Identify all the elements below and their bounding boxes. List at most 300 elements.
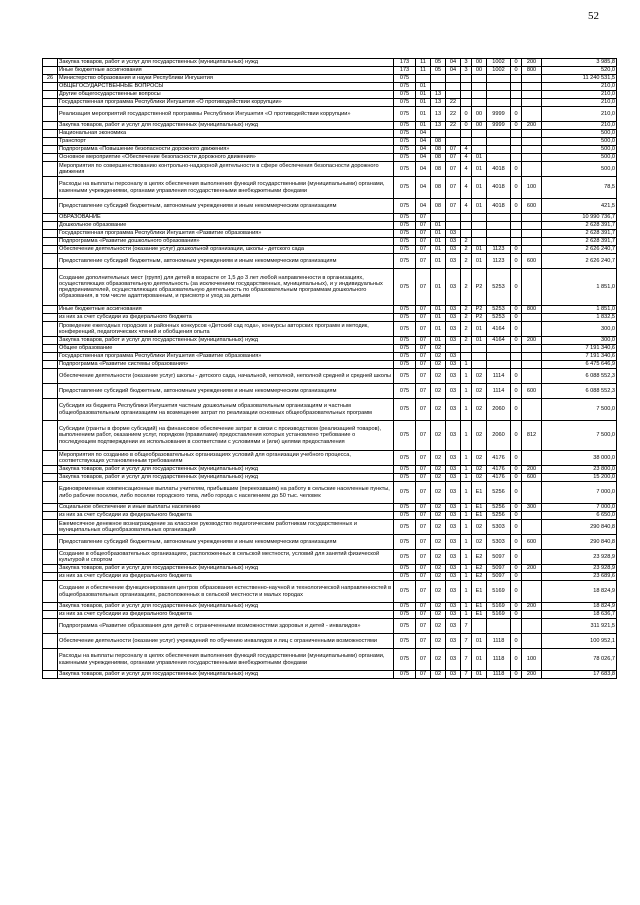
code-cell: 075 — [394, 83, 416, 91]
code-cell: 03 — [446, 634, 461, 649]
amount-cell: 2 628 391,7 — [542, 222, 617, 230]
amount-cell: 210,0 — [542, 91, 617, 99]
item-name-cell: Подпрограмма «Развитие образования для детей с ограниченными возможностями здоровья и детей - инвалидов» — [58, 619, 394, 634]
item-name-cell: Социальное обеспечение и иные выплаты населению — [58, 504, 394, 512]
code-cell: 1 — [461, 603, 472, 611]
code-cell: 075 — [394, 107, 416, 122]
code-cell: 07 — [416, 384, 431, 399]
table-row — [43, 603, 617, 611]
code-cell: 04 — [416, 146, 431, 154]
code-cell — [431, 83, 446, 91]
table-row — [43, 230, 617, 238]
code-cell: 075 — [394, 146, 416, 154]
code-cell — [446, 214, 461, 222]
code-cell: 5097 — [487, 573, 511, 581]
code-cell: 0 — [511, 421, 522, 451]
code-cell: 04 — [416, 199, 431, 214]
code-cell: 5097 — [487, 565, 511, 573]
item-name-cell: Создание дополнительных мест (групп) для детей в возрасте от 1,5 до 3 лет любой направленности в организациях, осуществляющих образовательную деятельность (за исключением государственных, муниципальных), и у индивидуальных предпринимателей, осуществляющих образовательную деятельность по образовательным программам дошкольного образования, в том числе адаптированным, и присмотр и уход за детьми — [58, 269, 394, 306]
code-cell — [446, 130, 461, 138]
amount-cell: 7 191 340,6 — [542, 345, 617, 353]
code-cell: 02 — [431, 384, 446, 399]
code-cell: 00 — [472, 107, 487, 122]
item-name-cell: Проведение ежегодных городских и районных конкурсов «Детский сад года», конкурсы авторских программ и методик, конференций, педагогических чтений и обобщения опыта — [58, 322, 394, 337]
row-number-cell — [43, 619, 58, 634]
item-name-cell: Закупка товаров, работ и услуг для государственных (муниципальных) нужд — [58, 474, 394, 482]
code-cell: 1 — [461, 466, 472, 474]
code-cell: 2 — [461, 306, 472, 314]
code-cell — [511, 353, 522, 361]
code-cell: 03 — [446, 384, 461, 399]
code-cell: 2 — [461, 254, 472, 269]
code-cell — [522, 573, 542, 581]
code-cell — [522, 353, 542, 361]
code-cell: 03 — [446, 238, 461, 246]
code-cell: 07 — [416, 603, 431, 611]
code-cell: 5303 — [487, 520, 511, 535]
code-cell: 1 — [461, 482, 472, 504]
amount-cell: 210,0 — [542, 99, 617, 107]
code-cell: 07 — [416, 482, 431, 504]
code-cell: 200 — [522, 671, 542, 679]
amount-cell: 2 628 391,7 — [542, 230, 617, 238]
row-number-cell — [43, 83, 58, 91]
code-cell: 02 — [431, 671, 446, 679]
code-cell — [511, 146, 522, 154]
code-cell: 03 — [446, 671, 461, 679]
code-cell: 02 — [431, 581, 446, 603]
code-cell — [511, 138, 522, 146]
row-number-cell — [43, 314, 58, 322]
code-cell: 01 — [472, 154, 487, 162]
code-cell — [472, 222, 487, 230]
row-number-cell — [43, 565, 58, 573]
code-cell — [487, 138, 511, 146]
code-cell — [522, 550, 542, 565]
code-cell: 0 — [511, 162, 522, 177]
code-cell: 04 — [446, 67, 461, 75]
code-cell: 1 — [461, 611, 472, 619]
code-cell — [522, 369, 542, 384]
code-cell — [511, 230, 522, 238]
budget-table — [42, 58, 617, 679]
code-cell: 0 — [511, 603, 522, 611]
code-cell: 07 — [416, 504, 431, 512]
code-cell — [487, 238, 511, 246]
code-cell — [487, 619, 511, 634]
code-cell: 5256 — [487, 482, 511, 504]
code-cell: 01 — [431, 269, 446, 306]
code-cell: 9999 — [487, 122, 511, 130]
code-cell — [522, 83, 542, 91]
code-cell: 07 — [416, 214, 431, 222]
code-cell: P2 — [472, 306, 487, 314]
code-cell — [522, 581, 542, 603]
code-cell: 0 — [511, 59, 522, 67]
code-cell: 3 — [461, 59, 472, 67]
item-name-cell: Мероприятия по совершенствованию контрольно-надзорной деятельности в сфере обеспечения безопасности дорожного движения — [58, 162, 394, 177]
code-cell: 1 — [461, 361, 472, 369]
code-cell: 07 — [416, 399, 431, 421]
code-cell: 07 — [416, 337, 431, 345]
code-cell: 7 — [461, 649, 472, 671]
code-cell: 01 — [416, 83, 431, 91]
code-cell: 075 — [394, 75, 416, 83]
code-cell: 075 — [394, 238, 416, 246]
code-cell: 01 — [431, 306, 446, 314]
code-cell — [522, 520, 542, 535]
code-cell: 0 — [511, 573, 522, 581]
code-cell — [511, 361, 522, 369]
code-cell: 02 — [431, 451, 446, 466]
code-cell: 02 — [472, 535, 487, 550]
row-number-cell — [43, 649, 58, 671]
code-cell — [522, 154, 542, 162]
code-cell: 075 — [394, 177, 416, 199]
code-cell — [511, 345, 522, 353]
code-cell: E2 — [472, 565, 487, 573]
table-row — [43, 75, 617, 83]
row-number-cell — [43, 550, 58, 565]
table-row — [43, 67, 617, 75]
amount-cell: 2 628 391,7 — [542, 238, 617, 246]
code-cell: 1 — [461, 573, 472, 581]
code-cell — [522, 634, 542, 649]
amount-cell: 6 475 646,9 — [542, 361, 617, 369]
code-cell: 07 — [416, 520, 431, 535]
code-cell: 01 — [416, 99, 431, 107]
table-row — [43, 199, 617, 214]
code-cell: 03 — [446, 451, 461, 466]
code-cell: 075 — [394, 306, 416, 314]
code-cell: 2 — [461, 246, 472, 254]
item-name-cell: из них за счет субсидии из федерального бюджета — [58, 573, 394, 581]
item-name-cell: Закупка товаров, работ и услуг для государственных (муниципальных) нужд — [58, 122, 394, 130]
amount-cell: 1 851,0 — [542, 306, 617, 314]
code-cell: 02 — [431, 619, 446, 634]
code-cell: 01 — [472, 177, 487, 199]
code-cell: 1 — [461, 451, 472, 466]
code-cell: 200 — [522, 466, 542, 474]
code-cell: 01 — [472, 199, 487, 214]
item-name-cell: Субсидии (гранты в форме субсидий) на финансовое обеспечение затрат в связи с производством (реализацией товаров), выполнением работ, оказанием услуг, порядком (правилами) предоставления которых установлено требование о последующем подтверждении их использования в соответствии с условиями и (или) целями предоставления — [58, 421, 394, 451]
code-cell: 03 — [446, 353, 461, 361]
code-cell — [522, 107, 542, 122]
code-cell: 0 — [511, 466, 522, 474]
code-cell: 01 — [472, 337, 487, 345]
code-cell — [472, 619, 487, 634]
code-cell: 4164 — [487, 322, 511, 337]
table-row — [43, 634, 617, 649]
code-cell — [487, 83, 511, 91]
code-cell: 075 — [394, 603, 416, 611]
code-cell — [472, 138, 487, 146]
code-cell — [472, 353, 487, 361]
item-name-cell: Закупка товаров, работ и услуг для государственных (муниципальных) нужд — [58, 466, 394, 474]
amount-cell: 300,0 — [542, 322, 617, 337]
code-cell: 075 — [394, 581, 416, 603]
code-cell: 075 — [394, 254, 416, 269]
code-cell: 100 — [522, 177, 542, 199]
table-row — [43, 314, 617, 322]
code-cell: 03 — [446, 399, 461, 421]
code-cell — [522, 619, 542, 634]
code-cell: 100 — [522, 649, 542, 671]
budget-table-body — [43, 59, 617, 679]
item-name-cell: ОБЩЕГОСУДАРСТВЕННЫЕ ВОПРОСЫ — [58, 83, 394, 91]
code-cell: 1002 — [487, 59, 511, 67]
code-cell: 02 — [472, 520, 487, 535]
code-cell: 00 — [472, 122, 487, 130]
item-name-cell: Предоставление субсидий бюджетным, автономным учреждениям и иным некоммерческим организациям — [58, 384, 394, 399]
code-cell — [522, 246, 542, 254]
code-cell: 4018 — [487, 162, 511, 177]
code-cell: 07 — [416, 345, 431, 353]
item-name-cell: Обеспечение деятельности (оказание услуг) учреждений по обучению инвалидов и лиц с ограниченными возможностями — [58, 634, 394, 649]
code-cell: 01 — [472, 254, 487, 269]
table-row — [43, 581, 617, 603]
code-cell: 1002 — [487, 67, 511, 75]
amount-cell: 210,0 — [542, 83, 617, 91]
code-cell — [511, 91, 522, 99]
code-cell: 075 — [394, 512, 416, 520]
table-row — [43, 451, 617, 466]
code-cell: 03 — [446, 482, 461, 504]
table-row — [43, 421, 617, 451]
code-cell — [511, 619, 522, 634]
code-cell — [472, 130, 487, 138]
code-cell: 0 — [461, 122, 472, 130]
code-cell: 02 — [472, 474, 487, 482]
code-cell: 075 — [394, 246, 416, 254]
code-cell: 0 — [511, 520, 522, 535]
code-cell: 03 — [446, 603, 461, 611]
table-row — [43, 466, 617, 474]
code-cell — [522, 345, 542, 353]
code-cell: 4176 — [487, 466, 511, 474]
code-cell: 075 — [394, 230, 416, 238]
code-cell: 075 — [394, 269, 416, 306]
code-cell — [487, 345, 511, 353]
code-cell: 075 — [394, 671, 416, 679]
code-cell: 600 — [522, 535, 542, 550]
code-cell: 11 — [416, 59, 431, 67]
code-cell: 07 — [416, 230, 431, 238]
code-cell: 02 — [431, 634, 446, 649]
table-row — [43, 246, 617, 254]
code-cell: 05 — [431, 67, 446, 75]
amount-cell: 6 088 552,3 — [542, 369, 617, 384]
code-cell: 075 — [394, 162, 416, 177]
table-row — [43, 306, 617, 314]
code-cell: E1 — [472, 504, 487, 512]
code-cell: 1 — [461, 550, 472, 565]
code-cell: 08 — [431, 199, 446, 214]
table-row — [43, 177, 617, 199]
code-cell: 07 — [416, 421, 431, 451]
code-cell — [446, 75, 461, 83]
row-number-cell — [43, 421, 58, 451]
table-row — [43, 512, 617, 520]
code-cell: 075 — [394, 451, 416, 466]
code-cell: 07 — [446, 177, 461, 199]
code-cell — [511, 222, 522, 230]
code-cell: 075 — [394, 466, 416, 474]
code-cell: 07 — [416, 634, 431, 649]
code-cell: 0 — [511, 634, 522, 649]
amount-cell: 18 824,9 — [542, 603, 617, 611]
code-cell: 075 — [394, 573, 416, 581]
code-cell — [461, 75, 472, 83]
code-cell: 13 — [431, 91, 446, 99]
code-cell: 01 — [431, 238, 446, 246]
code-cell: 4 — [461, 154, 472, 162]
code-cell: 04 — [416, 177, 431, 199]
code-cell: 1 — [461, 384, 472, 399]
code-cell: 07 — [416, 322, 431, 337]
code-cell: 800 — [522, 67, 542, 75]
code-cell: 4164 — [487, 337, 511, 345]
code-cell: 03 — [446, 619, 461, 634]
amount-cell: 300,0 — [542, 337, 617, 345]
code-cell: 02 — [431, 482, 446, 504]
amount-cell: 500,0 — [542, 154, 617, 162]
amount-cell: 38 000,0 — [542, 451, 617, 466]
code-cell: 0 — [511, 369, 522, 384]
code-cell: 0 — [511, 512, 522, 520]
row-number-cell — [43, 154, 58, 162]
code-cell: E1 — [472, 603, 487, 611]
code-cell: 0 — [511, 451, 522, 466]
amount-cell: 7 500,0 — [542, 399, 617, 421]
amount-cell: 500,0 — [542, 146, 617, 154]
code-cell: 075 — [394, 611, 416, 619]
table-row — [43, 254, 617, 269]
code-cell — [522, 214, 542, 222]
item-name-cell: из них за счет субсидии из федерального бюджета — [58, 611, 394, 619]
code-cell: 02 — [431, 649, 446, 671]
code-cell: 02 — [431, 603, 446, 611]
row-number-cell — [43, 671, 58, 679]
code-cell: 7 — [461, 671, 472, 679]
code-cell: 07 — [416, 535, 431, 550]
amount-cell: 11 240 531,5 — [542, 75, 617, 83]
code-cell: 075 — [394, 353, 416, 361]
table-row — [43, 337, 617, 345]
code-cell: 075 — [394, 122, 416, 130]
table-row — [43, 474, 617, 482]
code-cell: 0 — [511, 649, 522, 671]
code-cell: 00 — [472, 67, 487, 75]
table-row — [43, 122, 617, 130]
code-cell — [511, 130, 522, 138]
amount-cell: 500,0 — [542, 162, 617, 177]
amount-cell: 7 000,0 — [542, 504, 617, 512]
code-cell — [472, 83, 487, 91]
item-name-cell: Предоставление субсидий бюджетным, автономным учреждениям и иным некоммерческим организациям — [58, 199, 394, 214]
code-cell: 075 — [394, 361, 416, 369]
item-name-cell: Иные бюджетные ассигнования — [58, 306, 394, 314]
code-cell: 075 — [394, 314, 416, 322]
code-cell: 03 — [446, 230, 461, 238]
code-cell — [472, 230, 487, 238]
code-cell — [461, 214, 472, 222]
code-cell: 075 — [394, 222, 416, 230]
code-cell: 1 — [461, 535, 472, 550]
item-name-cell: Закупка товаров, работ и услуг для государственных (муниципальных) нужд — [58, 671, 394, 679]
code-cell: 04 — [416, 130, 431, 138]
code-cell: P2 — [472, 314, 487, 322]
code-cell: 03 — [446, 535, 461, 550]
code-cell: 4 — [461, 146, 472, 154]
code-cell: 07 — [446, 154, 461, 162]
code-cell — [472, 214, 487, 222]
code-cell: 0 — [511, 535, 522, 550]
code-cell: 1 — [461, 520, 472, 535]
amount-cell: 6 088 552,3 — [542, 384, 617, 399]
code-cell — [487, 91, 511, 99]
code-cell: 04 — [416, 162, 431, 177]
code-cell: 02 — [431, 361, 446, 369]
code-cell — [431, 214, 446, 222]
code-cell: 03 — [446, 649, 461, 671]
row-number-cell — [43, 230, 58, 238]
code-cell: 00 — [472, 59, 487, 67]
code-cell: 01 — [472, 246, 487, 254]
code-cell: 200 — [522, 603, 542, 611]
amount-cell: 23 800,0 — [542, 466, 617, 474]
amount-cell: 18 636,7 — [542, 611, 617, 619]
code-cell: 0 — [511, 177, 522, 199]
code-cell — [522, 512, 542, 520]
code-cell: 1114 — [487, 384, 511, 399]
code-cell — [522, 361, 542, 369]
code-cell: 2060 — [487, 399, 511, 421]
amount-cell: 500,0 — [542, 138, 617, 146]
amount-cell: 500,0 — [542, 130, 617, 138]
code-cell — [522, 399, 542, 421]
code-cell: 08 — [431, 177, 446, 199]
code-cell: 02 — [472, 384, 487, 399]
row-number-cell — [43, 238, 58, 246]
code-cell: 01 — [416, 122, 431, 130]
table-row — [43, 482, 617, 504]
code-cell: 5097 — [487, 550, 511, 565]
table-row — [43, 154, 617, 162]
table-row — [43, 214, 617, 222]
table-row — [43, 520, 617, 535]
amount-cell: 7 191 340,6 — [542, 353, 617, 361]
code-cell: 812 — [522, 421, 542, 451]
code-cell: 04 — [416, 138, 431, 146]
item-name-cell: из них за счет субсидии из федерального бюджета — [58, 314, 394, 322]
table-row — [43, 649, 617, 671]
amount-cell: 290 840,8 — [542, 535, 617, 550]
code-cell: 075 — [394, 345, 416, 353]
table-row — [43, 573, 617, 581]
amount-cell: 23 928,9 — [542, 565, 617, 573]
item-name-cell: Мероприятия по созданию в общеобразовательных организациях условий для организации учебного процесса, соответствующих установленным требованиям — [58, 451, 394, 466]
code-cell: 03 — [446, 520, 461, 535]
item-name-cell: Единовременные компенсационные выплаты учителям, прибывшим (переехавшим) на работу в сельские населенные пункты, либо рабочие поселки, либо поселки городского типа, либо города с населением до 50 тыс. человек — [58, 482, 394, 504]
code-cell: 1 — [461, 504, 472, 512]
code-cell: 0 — [511, 399, 522, 421]
code-cell: 03 — [446, 361, 461, 369]
code-cell: 1 — [461, 421, 472, 451]
code-cell: 01 — [431, 337, 446, 345]
code-cell: 07 — [416, 671, 431, 679]
code-cell: 075 — [394, 619, 416, 634]
